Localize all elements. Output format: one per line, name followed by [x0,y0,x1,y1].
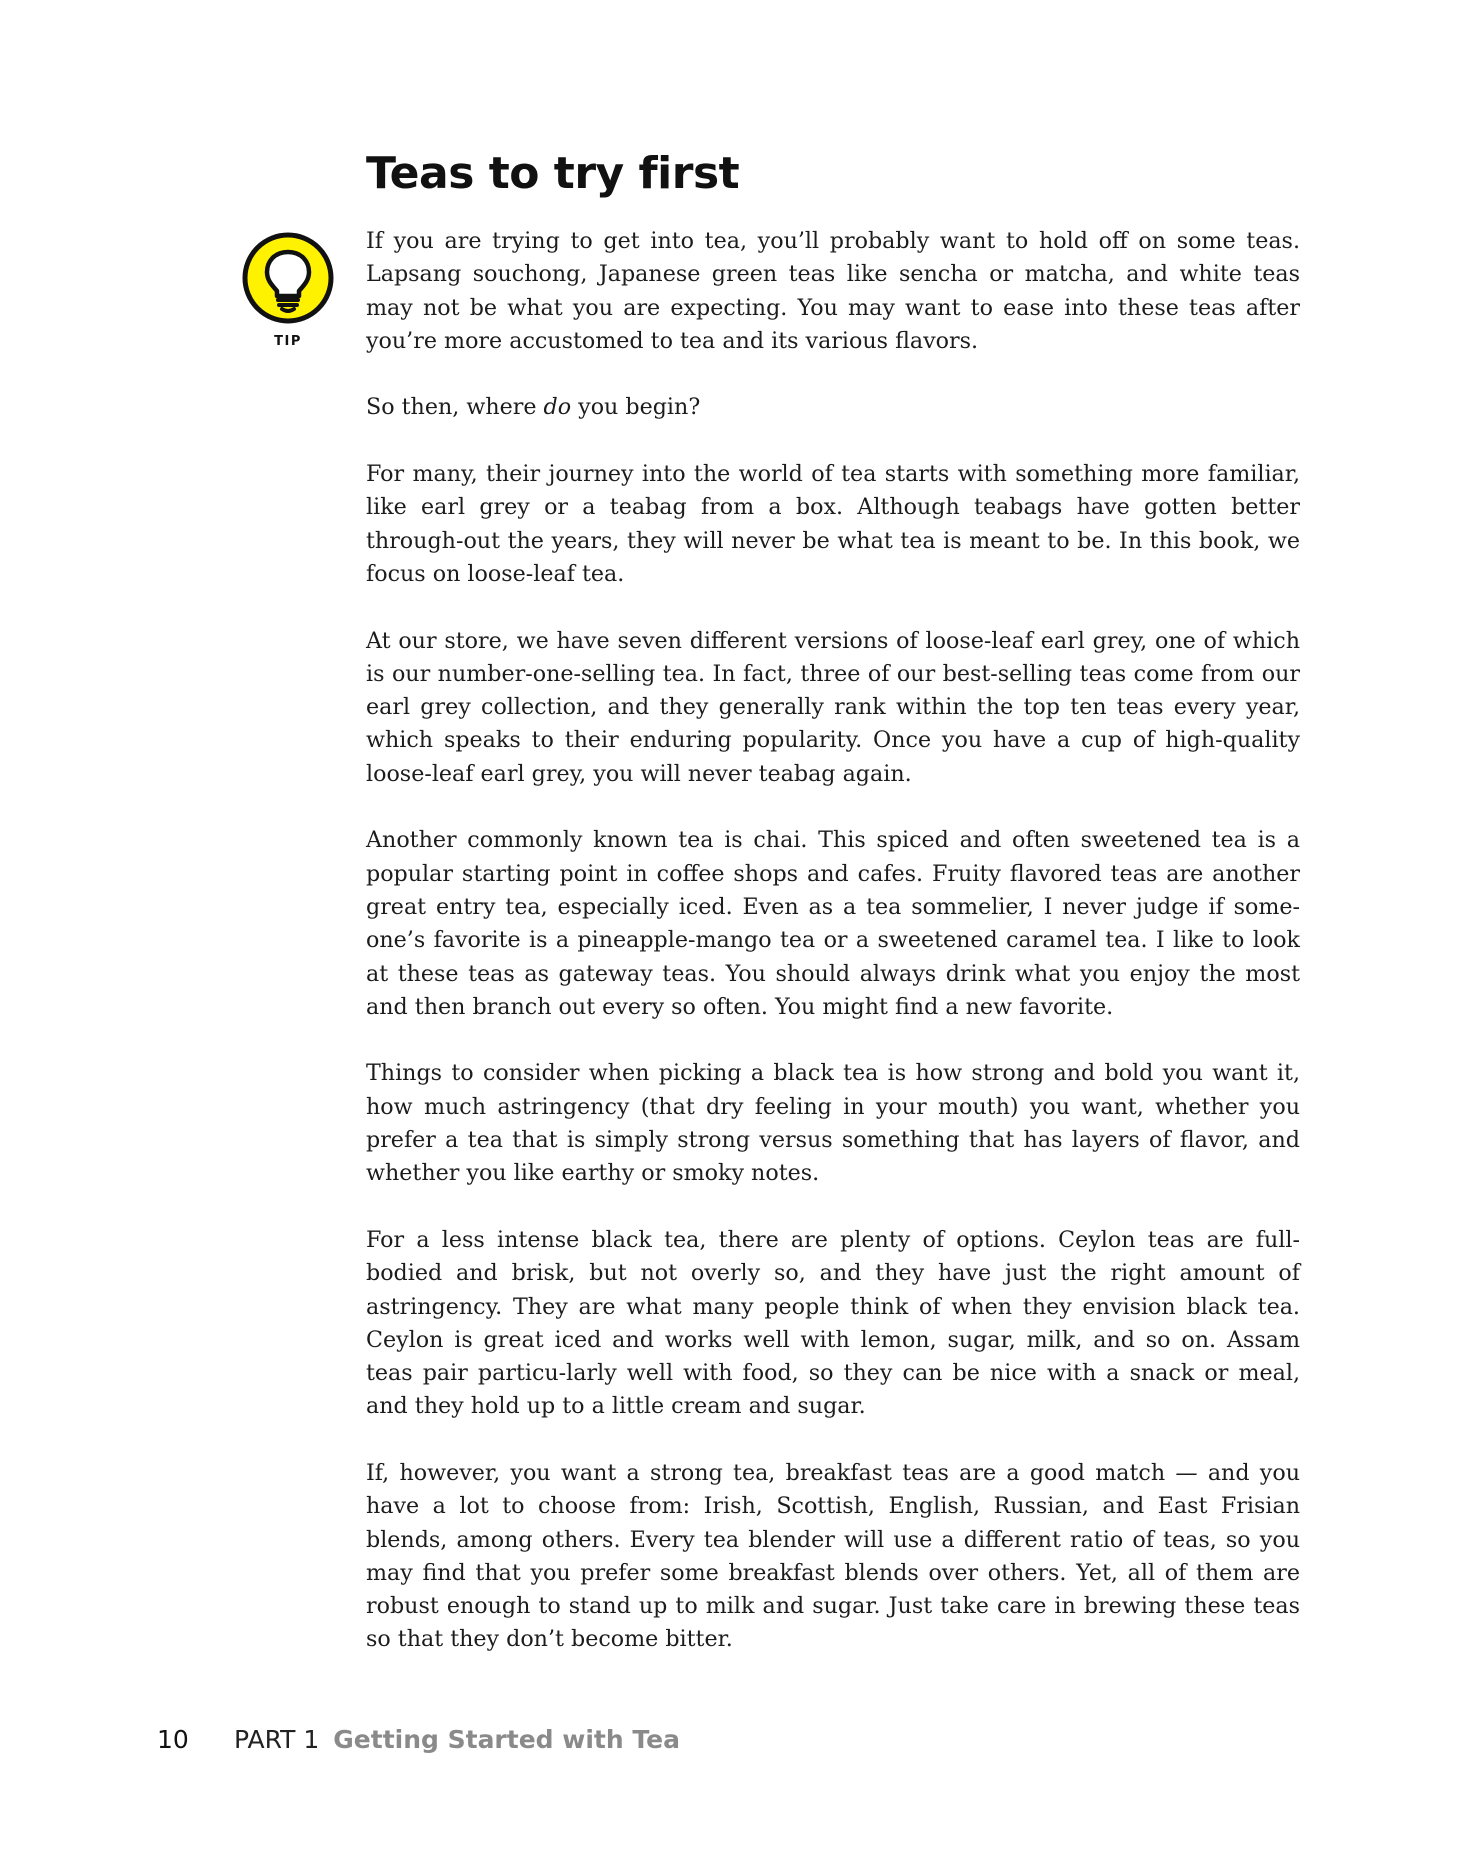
paragraph-less-intense: For a less intense black tea, there are plenty of options. Ceylon teas are full-bodied and brisk, but not overly so, and they have just the right amount of astringency. They are what many people think of when they envision black tea. Ceylon is great iced and works well with lemon, sugar, milk, and so on. Assam teas pair particu-larly well with food, so they can be nice with a snack or meal, and they hold up to a little cream and sugar. [366,1226,1300,1420]
paragraph-familiar: For many, their journey into the world of tea starts with something more familiar, like earl grey or a teabag from a box. Although teabags have gotten better through-out the years, they will never be what tea is meant to be. In this book, we focus on loose-leaf tea. [366,461,1300,587]
paragraph-question: So then, where do you begin? [366,394,701,421]
part-title: Getting Started with Tea [333,1725,680,1754]
part-label: PART 1 [234,1725,320,1754]
emphasis-do: do [543,394,572,421]
paragraph-black-tea: Things to consider when picking a black tea is how strong and bold you want it, how much astringency (that dry feeling in your mouth) you want, whether you prefer a tea that is simply strong versus something that has layers of flavor, and whether you like earthy or smoky notes. [366,1060,1300,1187]
body-text [366,225,1300,1690]
paragraph-earl-grey: At our store, we have seven different versions of loose-leaf earl grey, one of which is our number-one-selling tea. In fact, three of our best-selling teas come from our earl grey collection, and they generally rank within the top ten teas every year, which speaks to their enduring popularity. Once you have a cup of high-quality loose-leaf earl grey, you will never teabag again. [366,627,1300,787]
lightbulb-icon [242,232,334,324]
paragraph-chai: Another commonly known tea is chai. This spiced and often sweetened tea is a popular starting point in coffee shops and cafes. Fruity flavored teas are another great entry tea, especially iced. Even as a tea sommelier, I never judge if some-one’s favorite is a pineapple-mango tea or a sweetened caramel tea. I like to look at these teas as gateway teas. You should always drink what you enjoy the most and then branch out every so often. You might find a new favorite. [366,827,1300,1020]
section-heading: Teas to try first [366,148,740,199]
page-footer [157,1722,680,1758]
tip-callout [240,232,336,349]
paragraph-breakfast-teas: If, however, you want a strong tea, breakfast teas are a good match — and you have a lot to choose from: Irish, Scottish, English, Russian, and East Frisian blends, among others. Every tea blender will use a different ratio of teas, so you may find that you prefer some breakfast blends over others. Yet, all of them are robust enough to stand up to milk and sugar. Just take care in brewing these teas so that they don’t become bitter. [366,1459,1300,1653]
paragraph-tip: If you are trying to get into tea, you’ll probably want to hold off on some teas. Lapsang souchong, Japanese green teas like sencha or matcha, and white teas may not be what you are expecting. You may want to ease into these teas after you’re more accustomed to tea and its various flavors. [366,228,1300,354]
page-number: 10 [157,1725,189,1754]
tip-label: TIP [274,334,302,349]
